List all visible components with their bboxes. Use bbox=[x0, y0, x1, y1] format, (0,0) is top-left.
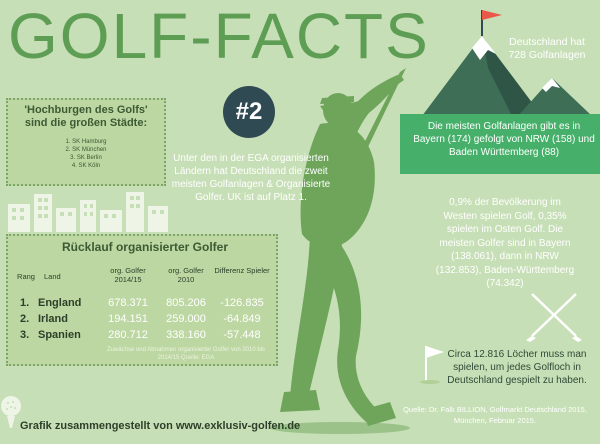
row-2010: 805.206 bbox=[166, 297, 206, 309]
header-rang: Rang bbox=[17, 272, 35, 281]
footer-credit: Grafik zusammengestellt von www.exklusiv-golfen.de bbox=[20, 420, 301, 432]
ega-text: Unter den in der EGA organisierten Ländern hat Deutschland die zweit meisten Golfanlagen & Organisierte Golfer. UK ist auf Platz 1. bbox=[171, 153, 331, 203]
row-2010: 259.000 bbox=[166, 313, 206, 325]
row-2010: 338.160 bbox=[166, 329, 206, 341]
deutschland-728-text: Deutschland hat 728 Golfanlagen bbox=[508, 36, 586, 61]
hochburgen-list bbox=[14, 138, 158, 170]
header-land: Land bbox=[44, 272, 61, 281]
mountain-with-flag-icon bbox=[402, 8, 592, 118]
row-diff: -64.849 bbox=[223, 313, 261, 325]
list-item: 2. SK München bbox=[65, 147, 107, 153]
banner-text: Die meisten Golfanlagen gibt es in Bayern (174) gefolgt von NRW (158) und Baden Württemberg (88) bbox=[413, 121, 595, 158]
golf-ball-icon bbox=[0, 392, 22, 432]
header-2014: org. Golfer 2014/15 bbox=[110, 266, 146, 284]
row-country: Irland bbox=[38, 313, 68, 325]
bevoelkerung-text: 0,9% der Bevölkerung im Westen spielen Golf, 0,35% spielen im Osten Golf. Die meisten Golfer sind in Bayern (138.061), dann in NRW (132.853), Baden-Württemberg (74.342) bbox=[435, 197, 575, 289]
row-diff: -126.835 bbox=[220, 297, 264, 309]
row-diff: -57.448 bbox=[223, 329, 261, 341]
row-rank: 2. bbox=[20, 313, 30, 325]
page-title: GOLF-FACTS bbox=[8, 0, 430, 72]
circa-text: Circa 12.816 Löcher muss man spielen, um jedes Golfloch in Deutschland gespielt zu haben. bbox=[447, 349, 587, 386]
city-skyline-icon bbox=[0, 186, 172, 232]
row-country: England bbox=[38, 297, 82, 309]
header-2010: org. Golfer 2010 bbox=[168, 266, 204, 284]
row-country: Spanien bbox=[38, 329, 81, 341]
list-item: 4. SK Köln bbox=[71, 163, 101, 169]
hochburgen-heading: 'Hochburgen des Golfs' sind die großen Städte: bbox=[24, 104, 148, 129]
row-rank: 1. bbox=[20, 297, 30, 309]
crossed-golf-clubs-icon bbox=[524, 290, 584, 344]
header-diff: Differenz Spieler bbox=[214, 266, 270, 275]
row-2014: 280.712 bbox=[108, 329, 148, 341]
list-item: 1. SK Hamburg bbox=[65, 139, 107, 145]
source-text: Quelle: Dr. Falk BILLION, Golfmarkt Deutschland 2015, München, Februar 2015. bbox=[403, 405, 587, 425]
row-rank: 3. bbox=[20, 329, 30, 341]
row-2014: 678.371 bbox=[108, 297, 148, 309]
table-title: Rücklauf organisierter Golfer bbox=[61, 240, 229, 254]
row-2014: 194.151 bbox=[108, 313, 148, 325]
list-item: 3. SK Berlin bbox=[70, 155, 102, 161]
rank-badge: #2 bbox=[223, 86, 275, 138]
table-note: Zuwächse und Abnahmen organisierter Golfer von 2010 bis 2014/15 Quelle: EGA bbox=[106, 347, 266, 361]
